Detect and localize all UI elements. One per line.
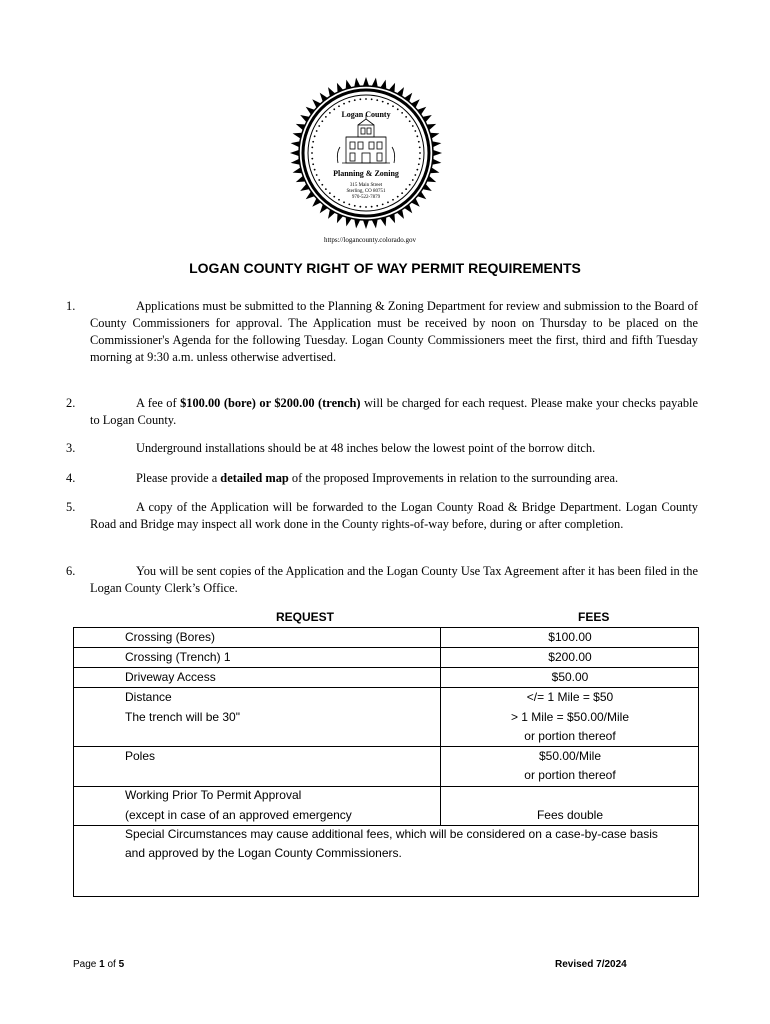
seal-dot [316, 174, 318, 176]
page-prefix: Page [73, 959, 100, 970]
seal-dot [354, 205, 356, 207]
seal-dot [419, 158, 421, 160]
item-text: A fee of [136, 396, 181, 410]
seal-dot [318, 179, 320, 181]
item-number: 3. [66, 441, 76, 455]
seal-dot [392, 105, 394, 107]
table-row-request: Crossing (Bores) [125, 630, 216, 644]
seal-dot [387, 201, 389, 203]
table-row-fee: $200.00 [548, 650, 592, 664]
seal-dot [359, 206, 361, 208]
seal-dot [312, 141, 314, 143]
item-number: 2. [66, 396, 76, 410]
item-number: 4. [66, 471, 76, 485]
item-number: 6. [66, 564, 76, 578]
page-total: 5 [118, 959, 125, 970]
seal-dot [387, 103, 389, 105]
page-of: of [104, 959, 119, 970]
revision-date: Revised 7/2024 [555, 959, 627, 970]
detailed-map-text: detailed map [220, 471, 289, 485]
seal-address-text: 315 Main Street [349, 183, 383, 188]
seal-dot [321, 184, 323, 186]
seal-dot [348, 101, 350, 103]
seal-dot [401, 192, 403, 194]
seal-dot [416, 169, 418, 171]
seal-dot [311, 158, 313, 160]
special-circumstances-text: Special Circumstances may cause additional fees, which will be considered on a case-by-case basis [125, 827, 658, 841]
item-text: Underground installations should be at 48 inches below the lowest point of the borrow ditch. [136, 441, 596, 455]
seal-dot [329, 112, 331, 114]
list-item [66, 440, 698, 457]
list-item [66, 470, 698, 487]
list-item [66, 395, 698, 429]
seal-phone-text: 970-522-7879 [351, 195, 381, 200]
table-row-note: (except in case of an approved emergency [125, 808, 352, 822]
seal-dot [359, 98, 361, 100]
seal-dot [314, 135, 316, 137]
seal-dot [329, 192, 331, 194]
seal-city-text: Sterling, CO 80751 [346, 189, 386, 194]
page-number [73, 959, 124, 970]
seal-dot [311, 152, 313, 154]
fees-header: FEES [578, 610, 610, 624]
seal-dot [365, 206, 367, 208]
seal-tooth [363, 77, 369, 86]
seal-tooth [290, 150, 299, 156]
fee-amount-text: $100.00 (bore) or $200.00 (trench) [180, 396, 361, 410]
seal-dot [354, 99, 356, 101]
seal-dot [416, 135, 418, 137]
seal-dot [371, 206, 373, 208]
seal-url: https://logancounty.colorado.gov [323, 236, 417, 244]
seal-dot [397, 108, 399, 110]
document-title: LOGAN COUNTY RIGHT OF WAY PERMIT REQUIREMENTS [189, 260, 581, 276]
seal-dot [312, 163, 314, 165]
table-row-request: Poles [125, 749, 156, 763]
seal-dot [376, 205, 378, 207]
seal-dot [397, 196, 399, 198]
item-text: will be charged for each request. Please make your checks payable to Logan County. [90, 396, 698, 427]
seal-dot [343, 103, 345, 105]
seal-dot [376, 99, 378, 101]
logan-county-seal [288, 75, 444, 231]
seal-dot [311, 146, 313, 148]
table-row-fee: Fees double [536, 808, 604, 822]
seal-department-text: Planning & Zoning [333, 169, 399, 178]
seal-dot [333, 196, 335, 198]
table-row-fee: or portion thereof [524, 768, 616, 782]
seal-dot [325, 116, 327, 118]
request-header: REQUEST [276, 610, 335, 624]
table-row-fee: or portion thereof [524, 729, 616, 743]
seal-dot [409, 120, 411, 122]
item-text: A copy of the Application will be forwarded to the Logan County Road & Bridge Department. Logan County Road and Bridge may inspect all work done in the County rights-of-way before, during or after completion. [90, 500, 698, 531]
seal-dot [321, 120, 323, 122]
item-text: of the proposed Improvements in relation to the surrounding area. [288, 471, 619, 485]
seal-dot [382, 203, 384, 205]
seal-county-text: Logan County [341, 110, 391, 119]
seal-dot [419, 152, 421, 154]
seal-dot [412, 125, 414, 127]
seal-dot [338, 199, 340, 201]
table-row-request: Crossing (Trench) 1 [125, 650, 231, 664]
seal-dot [418, 141, 420, 143]
seal-dot [418, 163, 420, 165]
seal-dot [365, 98, 367, 100]
seal-dot [318, 125, 320, 127]
seal-dot [382, 101, 384, 103]
seal-dot [325, 188, 327, 190]
seal-dot [414, 174, 416, 176]
seal-dot [412, 179, 414, 181]
table-row-fee: $50.00 [551, 670, 589, 684]
list-item [66, 499, 698, 533]
seal-dot [419, 146, 421, 148]
seal-dot [409, 184, 411, 186]
item-text: Please provide a [136, 471, 221, 485]
seal-dot [401, 112, 403, 114]
seal-tooth [363, 220, 369, 229]
table-row-request: Working Prior To Permit Approval [125, 788, 302, 802]
item-number: 1. [66, 299, 76, 313]
seal-dot [314, 169, 316, 171]
special-circumstances-text: and approved by the Logan County Commissioners. [125, 846, 402, 860]
seal-dot [338, 105, 340, 107]
seal-dot [371, 98, 373, 100]
table-row-fee: </= 1 Mile = $50 [526, 690, 614, 704]
item-text: Applications must be submitted to the Planning & Zoning Department for review and submission to the Board of County Commissioners for approval. The Application must be received by noon on Thursday to be placed on the Commissioner's Agenda for the following Tuesday. Logan County Commissioners meet the first, third and fifth Tuesday morning at 9:30 a.m. unless otherwise advertised. [90, 299, 698, 364]
seal-dot [343, 201, 345, 203]
seal-tooth [433, 150, 442, 156]
seal-dot [333, 108, 335, 110]
table-row-fee: > 1 Mile = $50.00/Mile [510, 710, 630, 724]
table-row-request: Driveway Access [125, 670, 216, 684]
list-item [66, 298, 698, 366]
table-row-fee: $50.00/Mile [538, 749, 602, 763]
seal-dot [392, 199, 394, 201]
item-number: 5. [66, 500, 76, 514]
item-text: You will be sent copies of the Application and the Logan County Use Tax Agreement after it has been filed in the Logan County Clerk’s Office. [90, 564, 698, 595]
seal-dot [405, 188, 407, 190]
table-row-note: The trench will be 30" [125, 710, 240, 724]
seal-dot [348, 203, 350, 205]
page-current: 1 [99, 959, 105, 970]
seal-dot [414, 130, 416, 132]
table-row-request: Distance [125, 690, 172, 704]
table-row-fee: $100.00 [548, 630, 592, 644]
seal-dot [316, 130, 318, 132]
list-item [66, 563, 698, 597]
seal-dot [405, 116, 407, 118]
